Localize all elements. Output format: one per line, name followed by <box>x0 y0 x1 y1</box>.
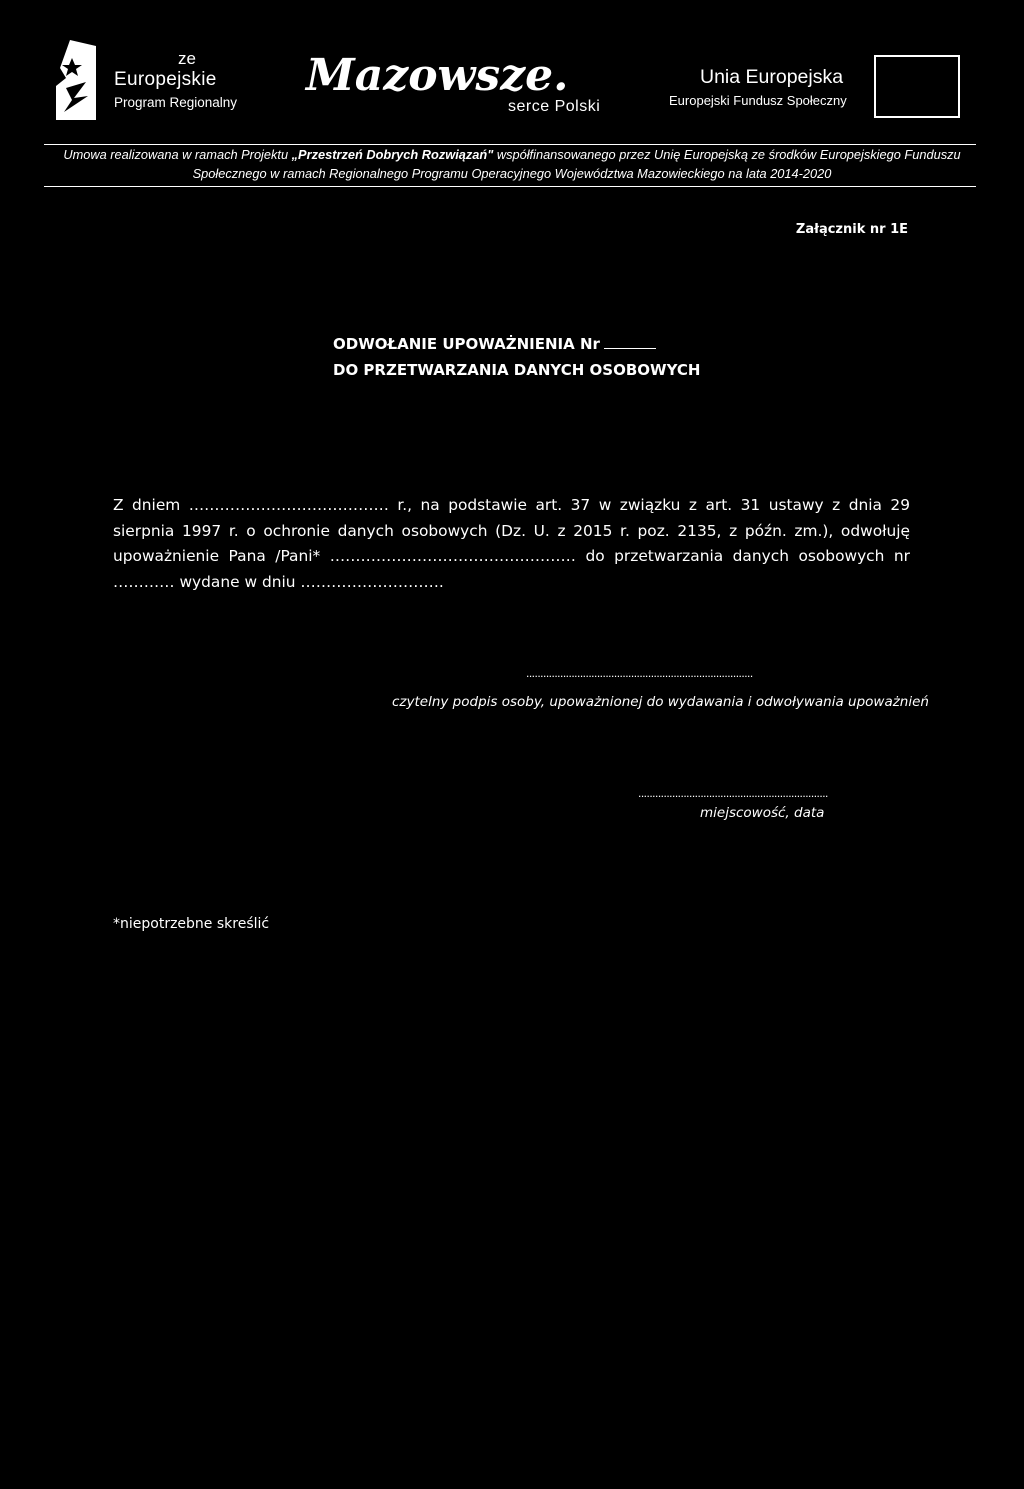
number-blank[interactable] <box>604 334 656 349</box>
annex-label: Załącznik nr 1E <box>795 222 908 237</box>
project-name: „Przestrzeń Dobrych Rozwiązań" <box>291 147 494 162</box>
funds-logo-line1: ze <box>178 49 196 68</box>
project-note <box>60 146 964 183</box>
signature-caption: czytelny podpis osoby, upoważnionej do wydawania i odwoływania upoważnień <box>392 694 929 710</box>
header-top-rule <box>44 144 976 145</box>
mazowsze-logo <box>304 50 616 100</box>
eu-flag-icon <box>874 55 960 118</box>
document-body: Z dniem ………………………………… r., na podstawie art. 37 w związku z art. 31 ustawy z dnia 29 sierpnia 1997 r. o ochronie danych osobowych (Dz. U. z 2015 r. poz. 2135, z późn. zm.), odwołuję upoważnienie Pana /Pani* ………………………………………… do przetwarzania danych osobowych nr ………… wydane w dniu ………………………. <box>113 496 910 591</box>
european-funds-logo-icon <box>56 38 96 122</box>
header-bottom-rule <box>44 186 976 187</box>
eu-logo-title: Unia Europejska <box>700 66 844 88</box>
project-note-suffix: współfinansowanego przez Unię Europejską ze środków Europejskiego Funduszu Społecznego w ramach Regionalnego Programu Operacyjnego Województwa Mazowieckiego na lata 2014-2020 <box>192 147 961 181</box>
mazowsze-wordmark: Mazowsze. <box>306 50 569 100</box>
place-date-line[interactable]: ................................................................... <box>638 786 828 800</box>
eu-logo-subtitle: Europejski Fundusz Społeczny <box>669 93 847 108</box>
signature-line[interactable]: ................................................................................ <box>526 666 753 680</box>
funds-logo-line2: Europejskie <box>114 69 217 90</box>
document-title <box>333 331 700 383</box>
place-date-caption: miejscowość, data <box>700 805 825 821</box>
title-line1: ODWOŁANIE UPOWAŻNIENIA Nr <box>333 331 700 357</box>
footnote: *niepotrzebne skreślić <box>113 916 270 932</box>
project-note-prefix: Umowa realizowana w ramach Projektu <box>63 147 292 162</box>
mazowsze-tagline: serce Polski <box>508 98 601 115</box>
funds-logo-line3: Program Regionalny <box>114 95 238 110</box>
title-line2: DO PRZETWARZANIA DANYCH OSOBOWYCH <box>333 361 701 379</box>
